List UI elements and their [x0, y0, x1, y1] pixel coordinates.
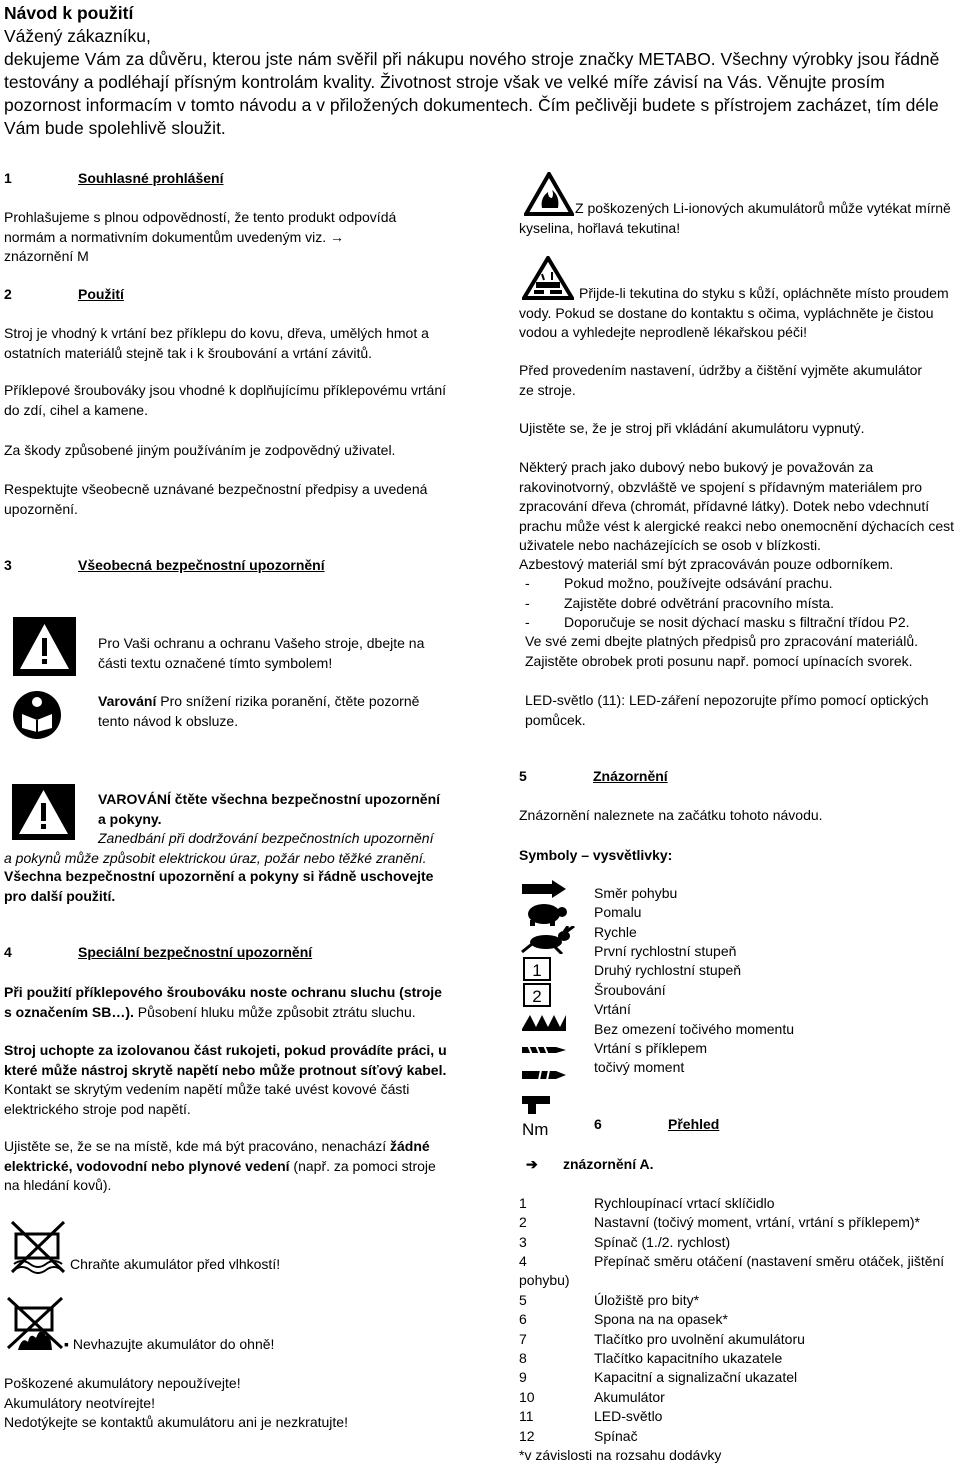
acid-warning-text: Z poškozených Li-ionových akumulátorů může vytékat mírně kyselina, hořlavá tekutina! — [519, 200, 951, 236]
skin-contact-text: Přijde-li tekutina do styku s kůží, opláchněte místo proudem vody. Pokud se dostane do kontaktu s očima, vypláchněte je čistou vodou a vyhledejte neprodleně lékařskou péči! — [519, 285, 949, 340]
section-2-p4: Respektujte všeobecně uznávané bezpečnostní předpisy a uvedená upozornění. — [4, 481, 428, 517]
moisture-warning-text: Chraňte akumulátor před vlhkostí! — [70, 1256, 281, 1272]
intro-text: dekujeme Vám za důvěru, kterou jste nám svěřil při nákupu nového stroje značky METABO. Všechny výrobky jsou řádně testovány a podléhají přísným kontrolám kvality. Životnost stroje však ve velké míře závisí na Vás. Věnujte prosím pozornost informacím v tomto návodu a v přiložených dokumentech. Čím pečlivěji budete s přístrojem zacházet, tím déle Vám bude spolehlivě sloužit. — [4, 49, 940, 138]
asbestos-text: Azbestový materiál smí být zpracováván pouze odborníkem. — [519, 556, 894, 572]
list-item: 11 LED-světlo — [519, 1408, 663, 1424]
do-not-open-text: Akumulátory neotvírejte! — [4, 1395, 155, 1411]
list-item: 12 Spínač — [519, 1428, 638, 1444]
general-warning-keep: Všechna bezpečnostní upozornění a pokyny si řádně uschovejte pro další použití. — [4, 868, 434, 904]
hearing-protection-text: Při použití příklepového šroubováku noste ochranu sluchu (stroje s označením SB…). Působení hluku může způsobit ztrátu sluchu. — [4, 984, 442, 1020]
warning-symbol-text: Pro Vaši ochranu a ochranu Vašeho stroje, dbejte na části textu označené tímto symbolem! — [98, 635, 425, 671]
no-fire-icon — [4, 1294, 66, 1357]
section-1-heading: 1 Souhlasné prohlášení — [4, 170, 224, 186]
list-item: 6 Spona na na opasek* — [519, 1311, 728, 1327]
svg-text:1: 1 — [532, 961, 542, 980]
torque-hammer-icon — [522, 1092, 552, 1121]
section-2-p2: Příklepové šroubováky jsou vhodné k doplňujícímu příklepovému vrtání do zdí, cihel a kamene. — [4, 382, 447, 418]
section-5-heading: 5 Znázornění — [519, 768, 668, 784]
symbol-label: točivý moment — [594, 1059, 685, 1075]
symbol-label: Rychle — [594, 924, 637, 940]
list-item: 7 Tlačítko pro uvolnění akumulátoru — [519, 1331, 805, 1347]
switch-off-text: Ujistěte se, že je stroj při vkládání akumulátoru vypnutý. — [519, 420, 865, 436]
list-item-continuation: pohybu) — [519, 1272, 570, 1288]
footnote: *v závislosti na rozsahu dodávky — [519, 1447, 722, 1463]
general-warning-italic: Zanedbání při dodržování bezpečnostních upozornění a pokynů může způsobit elektrickou úraz, požár nebo těžké zranění. — [4, 830, 434, 866]
section-6-heading: 6 Přehled — [594, 1116, 720, 1132]
overview-reference: ➔ znázornění A. — [526, 1155, 654, 1175]
general-warning-block: VAROVÁNÍ čtěte všechna bezpečnostní upozornění a pokyny. — [98, 791, 441, 827]
list-item: 9 Kapacitní a signalizační ukazatel — [519, 1369, 798, 1385]
symbol-label: Vrtání — [594, 1001, 631, 1017]
symbol-label: Druhý rychlostní stupeň — [594, 962, 742, 978]
remove-battery-text: Před provedením nastavení, údržby a čištění vyjměte akumulátor ze stroje. — [519, 362, 923, 398]
symbol-label: Vrtání s příklepem — [594, 1040, 708, 1056]
fire-warning-text: ▪ Nevhazujte akumulátor do ohně! — [64, 1336, 275, 1352]
no-moisture-icon — [8, 1218, 68, 1279]
arrow-right-icon: ➔ — [526, 1156, 538, 1172]
section-3-heading: 3 Všeobecná bezpečnostní upozornění — [4, 557, 325, 573]
symbol-label: Směr pohybu — [594, 885, 678, 901]
symbol-label: Bez omezení točivého momentu — [594, 1021, 794, 1037]
svg-text:2: 2 — [532, 987, 542, 1006]
warning-triangle-icon — [13, 617, 76, 681]
damaged-battery-text: Poškozené akumulátory nepoužívejte! — [4, 1375, 241, 1391]
nm-icon: Nm — [522, 1120, 549, 1139]
section-5-text: Znázornění naleznete na začátku tohoto návodu. — [519, 807, 823, 823]
dust-bullet-2: - Zajistěte dobré odvětrání pracovního místa. — [525, 595, 835, 611]
drilling-icon — [522, 1041, 566, 1064]
list-item: 4 Přepínač směru otáčení (nastavení směru otáček, jištění — [519, 1253, 945, 1269]
rabbit-icon — [520, 926, 576, 959]
dust-bullet-3: - Doporučuje se nosit dýchací masku s filtrační třídou P2. — [525, 614, 910, 630]
symbols-title: Symboly – vysvětlivky: — [519, 847, 673, 863]
section-2-p3: Za škody způsobené jiným používáním je zodpovědný uživatel. — [4, 442, 396, 458]
do-not-short-text: Nedotýkejte se kontaktů akumulátoru ani je nezkratujte! — [4, 1414, 348, 1430]
symbol-label: Pomalu — [594, 904, 642, 920]
list-item: 8 Tlačítko kapacitního ukazatele — [519, 1350, 783, 1366]
arrow-right-icon — [522, 880, 566, 903]
list-item: 3 Spínač (1./2. rychlost) — [519, 1234, 731, 1250]
screwdriving-icon — [522, 1013, 566, 1036]
list-item: 5 Úložiště pro bity* — [519, 1292, 700, 1308]
hidden-lines-text: Ujistěte se, že se na místě, kde má být pracováno, nenachází žádné elektrické, vodovodní nebo plynové vedení (např. za pomoci stroje na hledání kovů). — [4, 1138, 436, 1193]
gear-2-icon — [522, 983, 552, 1012]
greeting: Vážený zákazníku, — [4, 26, 151, 46]
symbol-label: První rychlostní stupeň — [594, 943, 737, 959]
intro — [4, 2, 954, 140]
section-4-heading: 4 Speciální bezpečnostní upozornění — [4, 944, 313, 960]
document-title: Návod k použití — [4, 3, 134, 23]
section-2-p1: Stroj je vhodný k vrtání bez příklepu do kovu, dřeva, umělých hmot a ostatních materiálů stejně tak i k šroubování a vrtání závitů. — [4, 325, 429, 361]
section-2-heading: 2 Použití — [4, 286, 124, 302]
section-1-text: Prohlašujeme s plnou odpovědností, že tento produkt odpovídá normám a normativním dokumentům uvedeným viz. → znázornění M — [4, 209, 397, 264]
read-manual-text: Varování Pro snížení rizika poranění, čtěte pozorně tento návod k obsluze. — [98, 693, 420, 729]
dust-bullet-1: - Pokud možno, používejte odsávání prachu. — [525, 575, 833, 591]
symbol-label: Šroubování — [594, 982, 666, 998]
secure-workpiece-text: Zajistěte obrobek proti posunu např. pomocí upínacích svorek. — [525, 653, 913, 669]
read-manual-icon — [12, 690, 62, 745]
hammer-drilling-icon — [522, 1065, 566, 1090]
dust-warning-text: Některý prach jako dubový nebo bukový je považován za rakovinotvorný, obzvláště ve spojení s přídavným materiálem pro zpracování dřeva (chromát, přídavné látky). Dotek nebo vdechnutí prachu může vést k alergické reakci nebo onemocnění dýchacích cest uživatele nebo nacházejících se osob v blízkosti. — [519, 459, 955, 553]
hidden-wiring-text: Stroj uchopte za izolovanou část rukojeti, pokud provádíte práci, u které může nástroj skrytě napětí nebo může protnout síťový kabel. Kontakt se skrytým vedením napětí může také uvést kovové části elektrického stroje pod napětí. — [4, 1042, 447, 1117]
list-item: 10 Akumulátor — [519, 1389, 665, 1405]
list-item: 2 Nastavní (točivý moment, vrtání, vrtání s příklepem)* — [519, 1214, 920, 1230]
list-item: 1 Rychloupínací vrtací sklíčidlo — [519, 1195, 775, 1211]
gear-1-icon — [522, 957, 552, 986]
led-warning-text: LED-světlo (11): LED-záření nepozorujte přímo pomocí optických pomůcek. — [525, 692, 929, 728]
regulations-text: Ve své zemi dbejte platných předpisů pro zpracování materiálů. — [525, 633, 918, 649]
